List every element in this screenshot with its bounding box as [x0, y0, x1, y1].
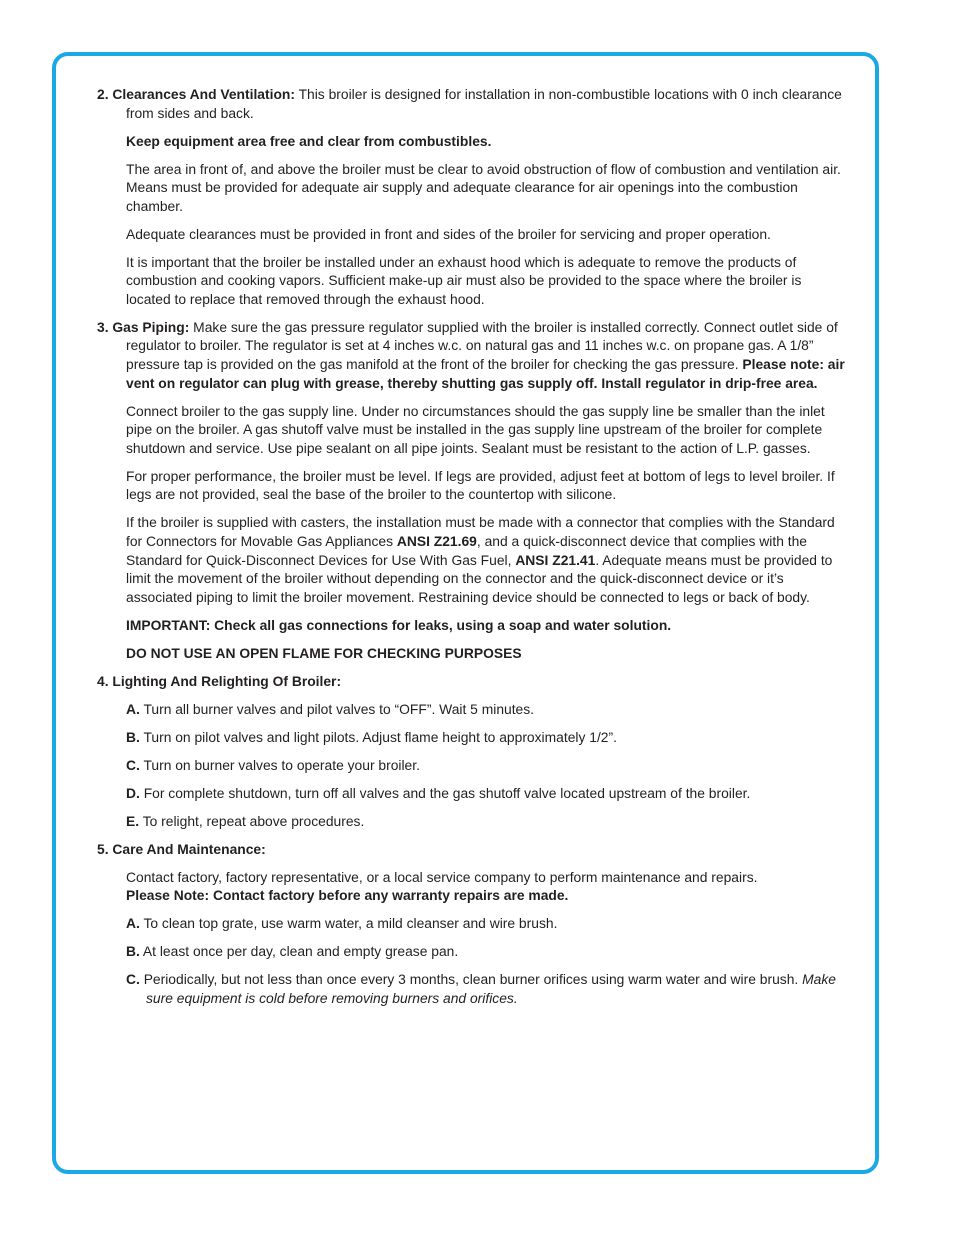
section-text: Make sure the gas pressure regulator supplied with the broiler is installed correctly. Connect outlet side of regulator to broiler. The regulator is set at 4 inches w.c. on natural gas and 11 inches w.c. on propane gas. A 1/8” pressure tap is provided on the gas manifold at the front of the broiler for checking the gas pressure. [126, 318, 838, 373]
item-text: At least once per day, clean and empty grease pan. [139, 943, 459, 960]
section-lighting [97, 672, 847, 691]
list-item [97, 756, 847, 775]
item-text: Periodically, but not less than once every 3 months, clean burner orifices using warm water and wire brush. [139, 971, 803, 988]
paragraph: For proper performance, the broiler must be level. If legs are provided, adjust feet at bottom of legs to level broiler. If legs are not provided, seal the base of the broiler to the countertop with silicone. [126, 467, 835, 503]
item-label: A. [126, 915, 140, 932]
text-run: . Adequate means must be provided to limit the movement of the broiler without depending on the connector and the quick-disconnect device or it’s associated piping to limit the broiler movement. Restraining device should be connected to legs or back of body. [126, 551, 833, 605]
section-gas-piping [97, 318, 847, 392]
item-text: For complete shutdown, turn off all valves and the gas shutoff valve located upstream of the broiler. [139, 784, 751, 801]
paragraph: Adequate clearances must be provided in front and sides of the broiler for servicing and proper operation. [126, 225, 771, 242]
bold-note: Please note: air vent on regulator can plug with grease, thereby shutting gas supply off. Install regulator in drip-free area. [126, 356, 845, 391]
section-heading: Lighting And Relighting Of Broiler: [112, 672, 342, 689]
list-item [97, 812, 847, 831]
list-item [97, 728, 847, 747]
paragraph [97, 513, 847, 606]
text-run: If the broiler is supplied with casters, the installation must be made with a connector that complies with the Standard for Connectors for Movable Gas Appliances [126, 514, 835, 549]
italic-note: Make sure equipment is cold before removing burners and orifices. [146, 971, 836, 1006]
item-text: Turn all burner valves and pilot valves to “OFF”. Wait 5 minutes. [139, 700, 535, 717]
item-text: To clean top grate, use warm water, a mild cleanser and wire brush. [139, 915, 558, 932]
section-number: 5. [97, 840, 109, 857]
item-label: B. [126, 728, 140, 745]
section-heading: Gas Piping: [112, 318, 190, 335]
paragraph: The area in front of, and above the broiler must be clear to avoid obstruction of flow of combustion and ventilation air. Means must be provided for adequate air supply and adequate clearance for air openings into the combustion chamber. [126, 160, 841, 214]
bold-note: Please Note: Contact factory before any warranty repairs are made. [126, 887, 569, 904]
bold-paragraph: DO NOT USE AN OPEN FLAME FOR CHECKING PURPOSES [126, 644, 522, 661]
paragraph [97, 132, 847, 151]
section-heading: Clearances And Ventilation: [112, 86, 295, 102]
item-text: Turn on pilot valves and light pilots. Adjust flame height to approximately 1/2”. [139, 728, 617, 745]
item-text: To relight, repeat above procedures. [139, 812, 365, 829]
list-item [97, 914, 847, 933]
item-label: A. [126, 700, 140, 717]
paragraph [97, 644, 847, 663]
item-label: E. [126, 812, 140, 829]
item-label: C. [126, 971, 140, 988]
text-run: , and a quick-disconnect device that complies with the Standard for Quick-Disconnect Devices for Use With Gas Fuel, [126, 533, 808, 568]
item-label: C. [126, 756, 140, 773]
bold-paragraph: Keep equipment area free and clear from combustibles. [126, 132, 492, 149]
list-item [97, 700, 847, 719]
section-text: This broiler is designed for installation in non-combustible locations with 0 inch clearance from sides and back. [126, 86, 842, 121]
paragraph: Connect broiler to the gas supply line. Under no circumstances should the gas supply line be smaller than the inlet pipe on the broiler. A gas shutoff valve must be installed in the gas supply line upstream of the broiler for complete shutdown and service. Use pipe sealant on all pipe joints. Sealant must be resistant to the action of L.P. gasses. [126, 402, 825, 456]
text-run: Contact factory, factory representative, or a local service company to perform maintenance and repairs. [126, 868, 758, 885]
section-care [97, 840, 847, 859]
paragraph [97, 868, 847, 905]
item-label: B. [126, 943, 140, 960]
section-clearances [97, 85, 847, 122]
section-number: 4. [97, 672, 109, 689]
section-number: 2. [97, 86, 109, 102]
section-number: 3. [97, 318, 109, 335]
list-item [97, 942, 847, 961]
list-item [97, 784, 847, 803]
standard-ref: ANSI Z21.69 [396, 533, 477, 549]
paragraph: It is important that the broiler be installed under an exhaust hood which is adequate to remove the products of combustion and cooking vapors. Sufficient make-up air must also be provided to the space where the broiler is located to replace that removed through the exhaust hood. [126, 253, 802, 307]
document-body [97, 85, 847, 1017]
section-heading: Care And Maintenance: [112, 840, 266, 857]
standard-ref: ANSI Z21.41 [515, 551, 596, 568]
list-item [97, 970, 847, 1007]
item-label: D. [126, 784, 140, 801]
bold-paragraph: IMPORTANT: Check all gas connections for leaks, using a soap and water solution. [126, 616, 672, 633]
item-text: Turn on burner valves to operate your broiler. [139, 756, 420, 773]
paragraph [97, 616, 847, 635]
